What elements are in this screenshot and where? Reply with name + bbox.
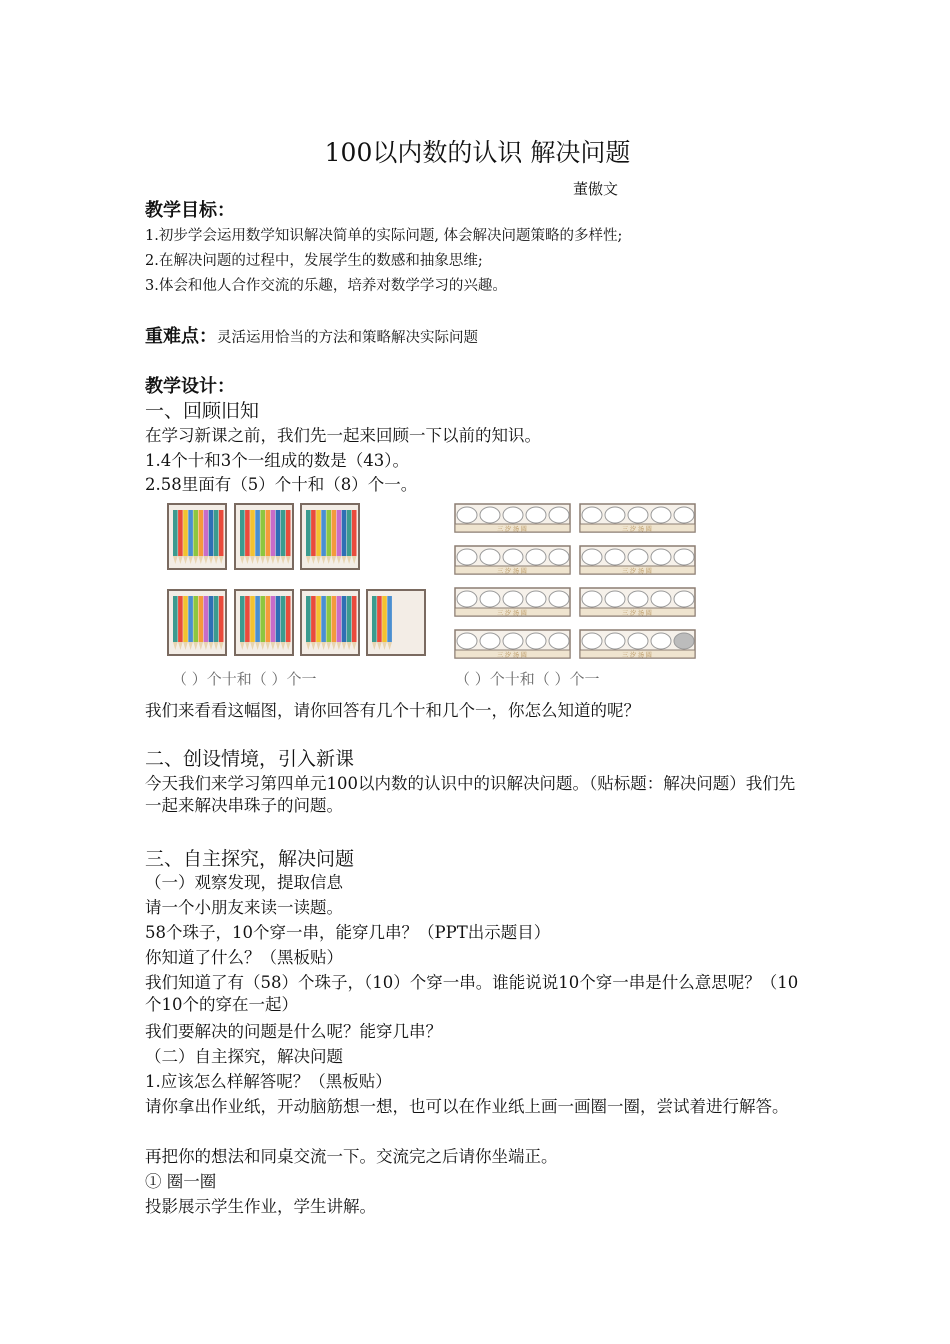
tangyuan (526, 549, 546, 565)
pencil (219, 596, 224, 642)
pencil (199, 596, 204, 642)
tangyuan (674, 507, 694, 523)
tangyuan (503, 507, 523, 523)
objectives-heading: 教学目标： (145, 200, 235, 221)
paragraph: 请你拿出作业纸，开动脑筋想一想，也可以在作业纸上画一画圈一圈，尝试着进行解答。 (145, 1097, 789, 1116)
tray-label: 三 汐 汤 圆 (622, 526, 652, 533)
paragraph: 2.58里面有（5）个十和（8）个一。 (145, 475, 418, 494)
paragraph: 再把你的想法和同桌交流一下。交流完之后请你坐端正。 (145, 1147, 558, 1166)
paragraph: 在学习新课之前，我们先一起来回顾一下以前的知识。 (145, 426, 541, 445)
pencil (178, 596, 183, 642)
objective-item: 2.在解决问题的过程中，发展学生的数感和抽象思维; (145, 253, 483, 269)
tray-label: 三 汐 汤 圆 (497, 526, 527, 533)
tangyuan (549, 633, 569, 649)
tangyuan (674, 633, 694, 649)
pencil (387, 596, 392, 642)
pencil (250, 510, 255, 556)
tangyuan (457, 591, 477, 607)
illustration-svg (165, 500, 705, 665)
pencil (281, 510, 286, 556)
tray-label: 三 汐 汤 圆 (622, 568, 652, 575)
pencil (352, 510, 357, 556)
paragraph: 我们要解决的问题是什么呢？能穿几串？ (145, 1022, 442, 1041)
pencil (276, 510, 281, 556)
tangyuan (526, 633, 546, 649)
pencil (286, 596, 291, 642)
pencil (260, 510, 265, 556)
pencil (178, 510, 183, 556)
pencil (311, 510, 316, 556)
tangyuan (457, 633, 477, 649)
pencil (183, 596, 188, 642)
pencil (214, 596, 219, 642)
document-title: 100以内数的认识 解决问题 (324, 138, 631, 167)
tangyuan (651, 633, 671, 649)
design-heading: 教学设计： (145, 376, 235, 397)
pencil (214, 510, 219, 556)
pencil (204, 596, 209, 642)
pencil (372, 596, 377, 642)
tangyuan (605, 549, 625, 565)
tangyuan (582, 633, 602, 649)
paragraph: 我们来看看这幅图，请你回答有几个十和几个一，你怎么知道的呢？ (145, 701, 640, 720)
tangyuan (549, 591, 569, 607)
tangyuan (674, 591, 694, 607)
pencil (337, 596, 342, 642)
pencil (347, 510, 352, 556)
pencil (209, 510, 214, 556)
tangyuan (480, 549, 500, 565)
key-points-heading: 重难点： (145, 326, 217, 347)
tray-label: 三 汐 汤 圆 (497, 568, 527, 575)
key-points-text: 灵活运用恰当的方法和策略解决实际问题 (217, 330, 478, 346)
pencil (311, 596, 316, 642)
tangyuan (628, 591, 648, 607)
pencil (271, 596, 276, 642)
pencil (347, 596, 352, 642)
pencil (382, 596, 387, 642)
tangyuan (651, 549, 671, 565)
pencil (219, 510, 224, 556)
subsection-title: （一）观察发现，提取信息 (145, 873, 343, 892)
objective-item: 1.初步学会运用数学知识解决简单的实际问题, 体会解决问题策略的多样性; (145, 228, 623, 244)
tray-caption: （ ）个十和（ ）个一 (455, 670, 600, 688)
pencil (352, 596, 357, 642)
pencil (173, 510, 178, 556)
pencil (271, 510, 276, 556)
pencil (281, 596, 286, 642)
counting-illustration (165, 500, 705, 695)
pencil (286, 510, 291, 556)
tangyuan (605, 507, 625, 523)
pencil (204, 510, 209, 556)
pencil (255, 510, 260, 556)
tangyuan (480, 507, 500, 523)
tangyuan (457, 507, 477, 523)
paragraph: 请一个小朋友来读一读题。 (145, 898, 343, 917)
tangyuan (651, 507, 671, 523)
tangyuan (628, 549, 648, 565)
section-title: 二、创设情境，引入新课 (145, 748, 355, 770)
tangyuan (503, 633, 523, 649)
tangyuan (549, 507, 569, 523)
pencil (266, 510, 271, 556)
author-name: 董傲文 (573, 180, 619, 198)
pencil (332, 510, 337, 556)
tangyuan (628, 507, 648, 523)
objective-item: 3.体会和他人合作交流的乐趣，培养对数学学习的兴趣。 (145, 278, 507, 294)
pencil (337, 510, 342, 556)
subsection-title: （二）自主探究，解决问题 (145, 1047, 343, 1066)
pencil (188, 510, 193, 556)
pencil (306, 596, 311, 642)
pencil (173, 596, 178, 642)
pencil (193, 510, 198, 556)
pencil (326, 510, 331, 556)
paragraph: ① 圈一圈 (145, 1172, 217, 1191)
tangyuan (503, 591, 523, 607)
pencil (326, 596, 331, 642)
tangyuan (674, 549, 694, 565)
section-title: 三、自主探究，解决问题 (145, 848, 355, 870)
pencil (250, 596, 255, 642)
paragraph: 今天我们来学习第四单元100以内数的认识中的识解决问题。（贴标题：解决问题）我们先一起来解决串珠子的问题。 (145, 774, 796, 815)
tangyuan (526, 591, 546, 607)
tangyuan (628, 633, 648, 649)
tangyuan (651, 591, 671, 607)
tray-label: 三 汐 汤 圆 (622, 652, 652, 659)
pencil (188, 596, 193, 642)
pencil (266, 596, 271, 642)
tray-label: 三 汐 汤 圆 (497, 610, 527, 617)
pencil (316, 596, 321, 642)
tangyuan (457, 549, 477, 565)
tray-label: 三 汐 汤 圆 (622, 610, 652, 617)
section-title: 一、回顾旧知 (145, 400, 260, 422)
pencil (183, 510, 188, 556)
tray-label: 三 汐 汤 圆 (497, 652, 527, 659)
pencil (209, 596, 214, 642)
pencil (342, 510, 347, 556)
pencil (342, 596, 347, 642)
pencil (332, 596, 337, 642)
paragraph: 投影展示学生作业，学生讲解。 (145, 1197, 376, 1216)
pencil (377, 596, 382, 642)
pencil (276, 596, 281, 642)
pencil (193, 596, 198, 642)
pencil (199, 510, 204, 556)
pencil (306, 510, 311, 556)
paragraph: 58个珠子，10个穿一串，能穿几串？（PPT出示题目） (145, 923, 551, 942)
key-points (145, 326, 478, 349)
pencil (240, 510, 245, 556)
tangyuan (480, 633, 500, 649)
pencil (255, 596, 260, 642)
pencil (321, 510, 326, 556)
tangyuan (605, 633, 625, 649)
paragraph: 你知道了什么？（黑板贴） (145, 948, 343, 967)
tangyuan (605, 591, 625, 607)
tangyuan (582, 591, 602, 607)
paragraph: 1.4个十和3个一组成的数是（43）。 (145, 451, 409, 470)
tangyuan (582, 507, 602, 523)
pencil (316, 510, 321, 556)
pencil (245, 596, 250, 642)
pencil (245, 510, 250, 556)
pencil-caption: （ ）个十和（ ）个一 (172, 670, 317, 688)
tangyuan (480, 591, 500, 607)
pencil (260, 596, 265, 642)
pencil (321, 596, 326, 642)
pencil (240, 596, 245, 642)
tangyuan (503, 549, 523, 565)
tangyuan (526, 507, 546, 523)
paragraph: 我们知道了有（58）个珠子，（10）个穿一串。谁能说说10个穿一串是什么意思呢？（10个10个的穿在一起） (145, 973, 799, 1014)
tangyuan (582, 549, 602, 565)
paragraph: 1.应该怎么样解答呢？（黑板贴） (145, 1072, 392, 1091)
tangyuan (549, 549, 569, 565)
